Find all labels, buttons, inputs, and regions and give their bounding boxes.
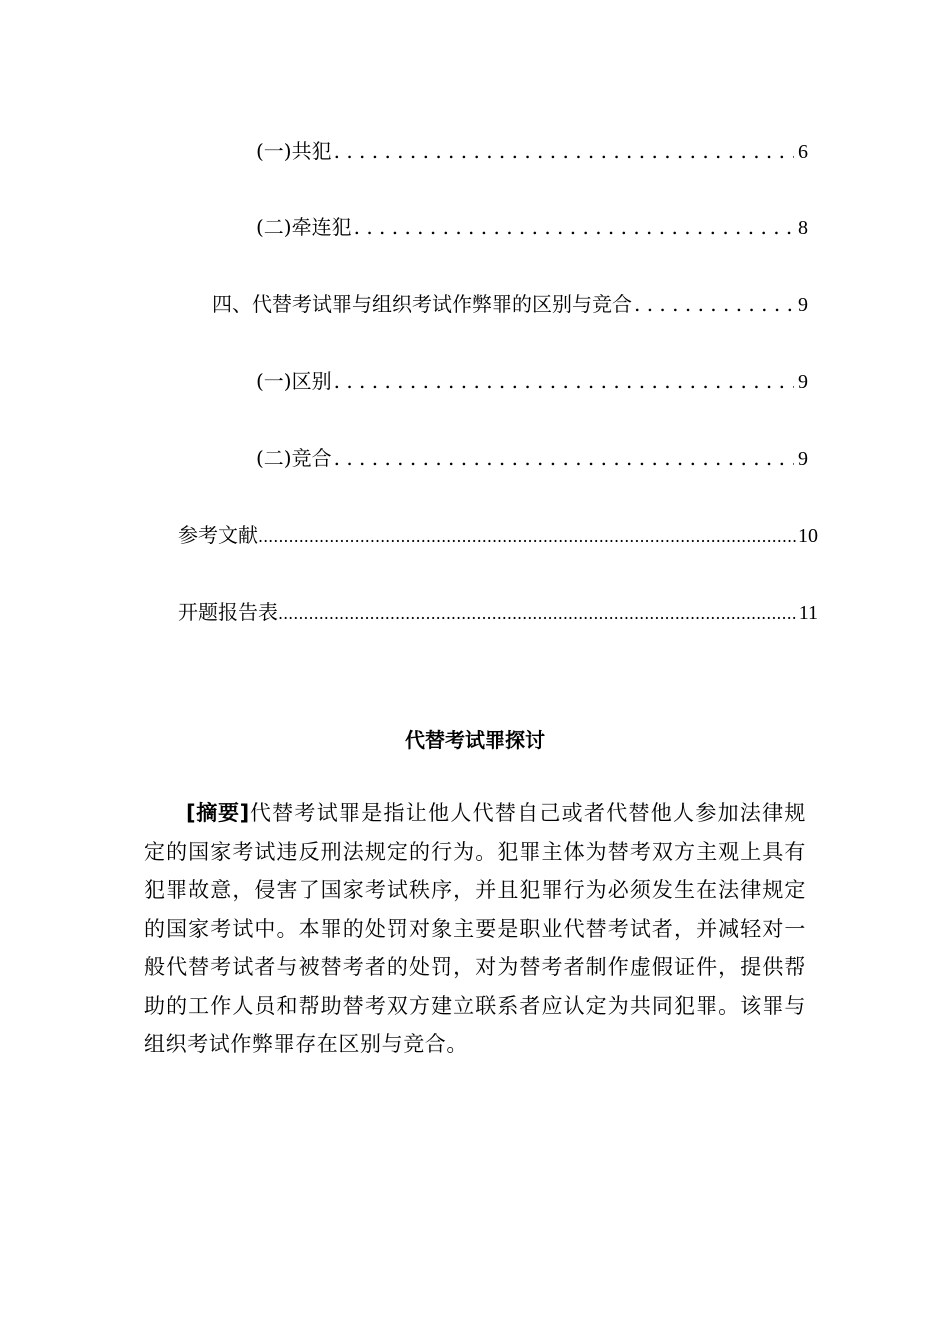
toc-entry-joint-crime[interactable] — [256, 136, 808, 166]
toc-page-number: 8 — [798, 217, 808, 239]
toc-entry-label: (二)牵连犯 — [256, 215, 352, 239]
toc-entry-section-four[interactable] — [212, 289, 808, 319]
toc-page-number: 9 — [798, 448, 808, 470]
toc-dot-leader — [354, 212, 794, 242]
toc-page-number: 9 — [798, 294, 808, 316]
toc-entry-proposal-form[interactable] — [178, 597, 818, 627]
toc-dot-leader — [258, 520, 796, 552]
toc-entry-label: (一)区别 — [256, 369, 332, 393]
toc-dot-leader — [334, 136, 794, 166]
toc-entry-label: 四、代替考试罪与组织考试作弊罪的区别与竞合 — [212, 292, 632, 316]
toc-entry-implicated-offense[interactable] — [256, 212, 808, 242]
toc-page-number: 11 — [798, 602, 818, 624]
toc-dot-leader — [278, 597, 797, 629]
abstract-tag: [摘要] — [186, 801, 250, 825]
toc-dot-leader — [634, 289, 794, 319]
toc-entry-references[interactable] — [178, 520, 818, 550]
toc-page-number: 9 — [798, 371, 808, 393]
toc-entry-label: 参考文献 — [178, 523, 258, 547]
paper-title: 代替考试罪探讨 — [405, 728, 545, 752]
toc-entry-label: 开题报告表 — [178, 600, 278, 624]
toc-entry-label: (一)共犯 — [256, 139, 332, 163]
toc-entry-label: (二)竞合 — [256, 446, 332, 470]
toc-page-number: 6 — [798, 141, 808, 163]
toc-entry-concurrence[interactable] — [256, 443, 808, 473]
toc-entry-difference[interactable] — [256, 366, 808, 396]
toc-dot-leader — [334, 443, 794, 473]
toc-page-number: 10 — [798, 525, 818, 547]
abstract-paragraph — [144, 794, 806, 1064]
abstract-text: 代替考试罪是指让他人代替自己或者代替他人参加法律规定的国家考试违反刑法规定的行为。犯罪主体为替考双方主观上具有犯罪故意，侵害了国家考试秩序，并且犯罪行为必须发生在法律规定的国家考试中。本罪的处罚对象主要是职业代替考试者，并减轻对一般代替考试者与被替考者的处罚，对为替考者制作虚假证件，提供帮助的工作人员和帮助替考双方建立联系者应认定为共同犯罪。该罪与组织考试作弊罪存在区别与竞合。 — [144, 801, 806, 1056]
toc-dot-leader — [334, 366, 794, 396]
